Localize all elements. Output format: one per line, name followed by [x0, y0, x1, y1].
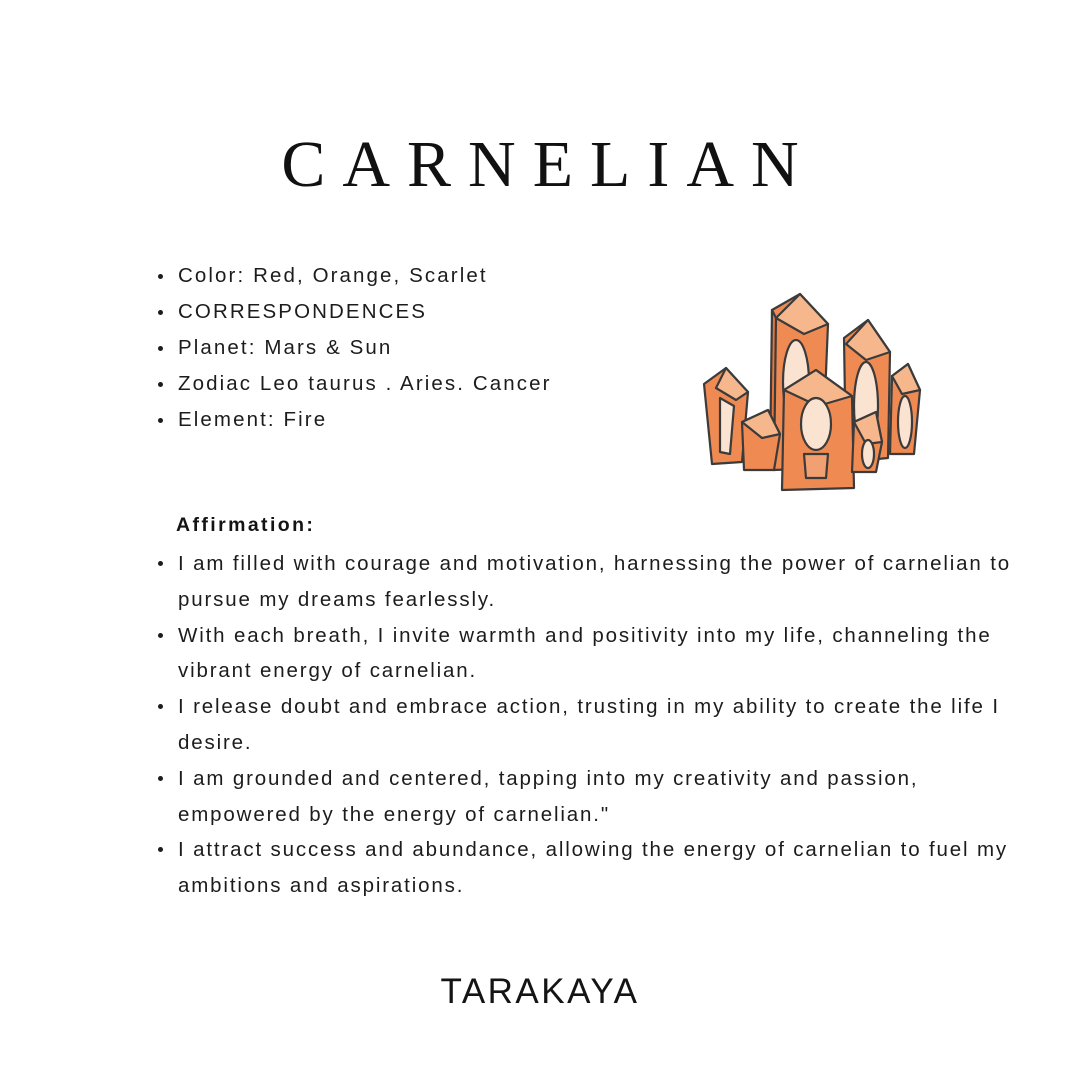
list-item: Zodiac Leo taurus . Aries. Cancer	[152, 366, 692, 402]
list-item: Color: Red, Orange, Scarlet	[152, 258, 692, 294]
page-title: CARNELIAN	[281, 128, 816, 201]
list-item: CORRESPONDENCES	[152, 294, 692, 330]
carnelian-crystal-cluster-icon	[676, 272, 926, 512]
correspondences-list	[152, 258, 692, 438]
affirmations-list	[152, 546, 1012, 904]
list-item: Planet: Mars & Sun	[152, 330, 692, 366]
brand-name: TARAKAYA	[440, 972, 640, 1011]
list-item: I attract success and abundance, allowing the energy of carnelian to fuel my ambitions and aspirations.	[152, 832, 1012, 904]
list-item: I release doubt and embrace action, trusting in my ability to create the life I desire.	[152, 689, 1012, 761]
list-item: I am filled with courage and motivation, harnessing the power of carnelian to pursue my dreams fearlessly.	[152, 546, 1012, 618]
list-item: I am grounded and centered, tapping into my creativity and passion, empowered by the energy of carnelian."	[152, 761, 1012, 833]
list-item: Element: Fire	[152, 402, 692, 438]
affirmation-heading: Affirmation:	[176, 514, 316, 536]
list-item: With each breath, I invite warmth and positivity into my life, channeling the vibrant energy of carnelian.	[152, 618, 1012, 690]
